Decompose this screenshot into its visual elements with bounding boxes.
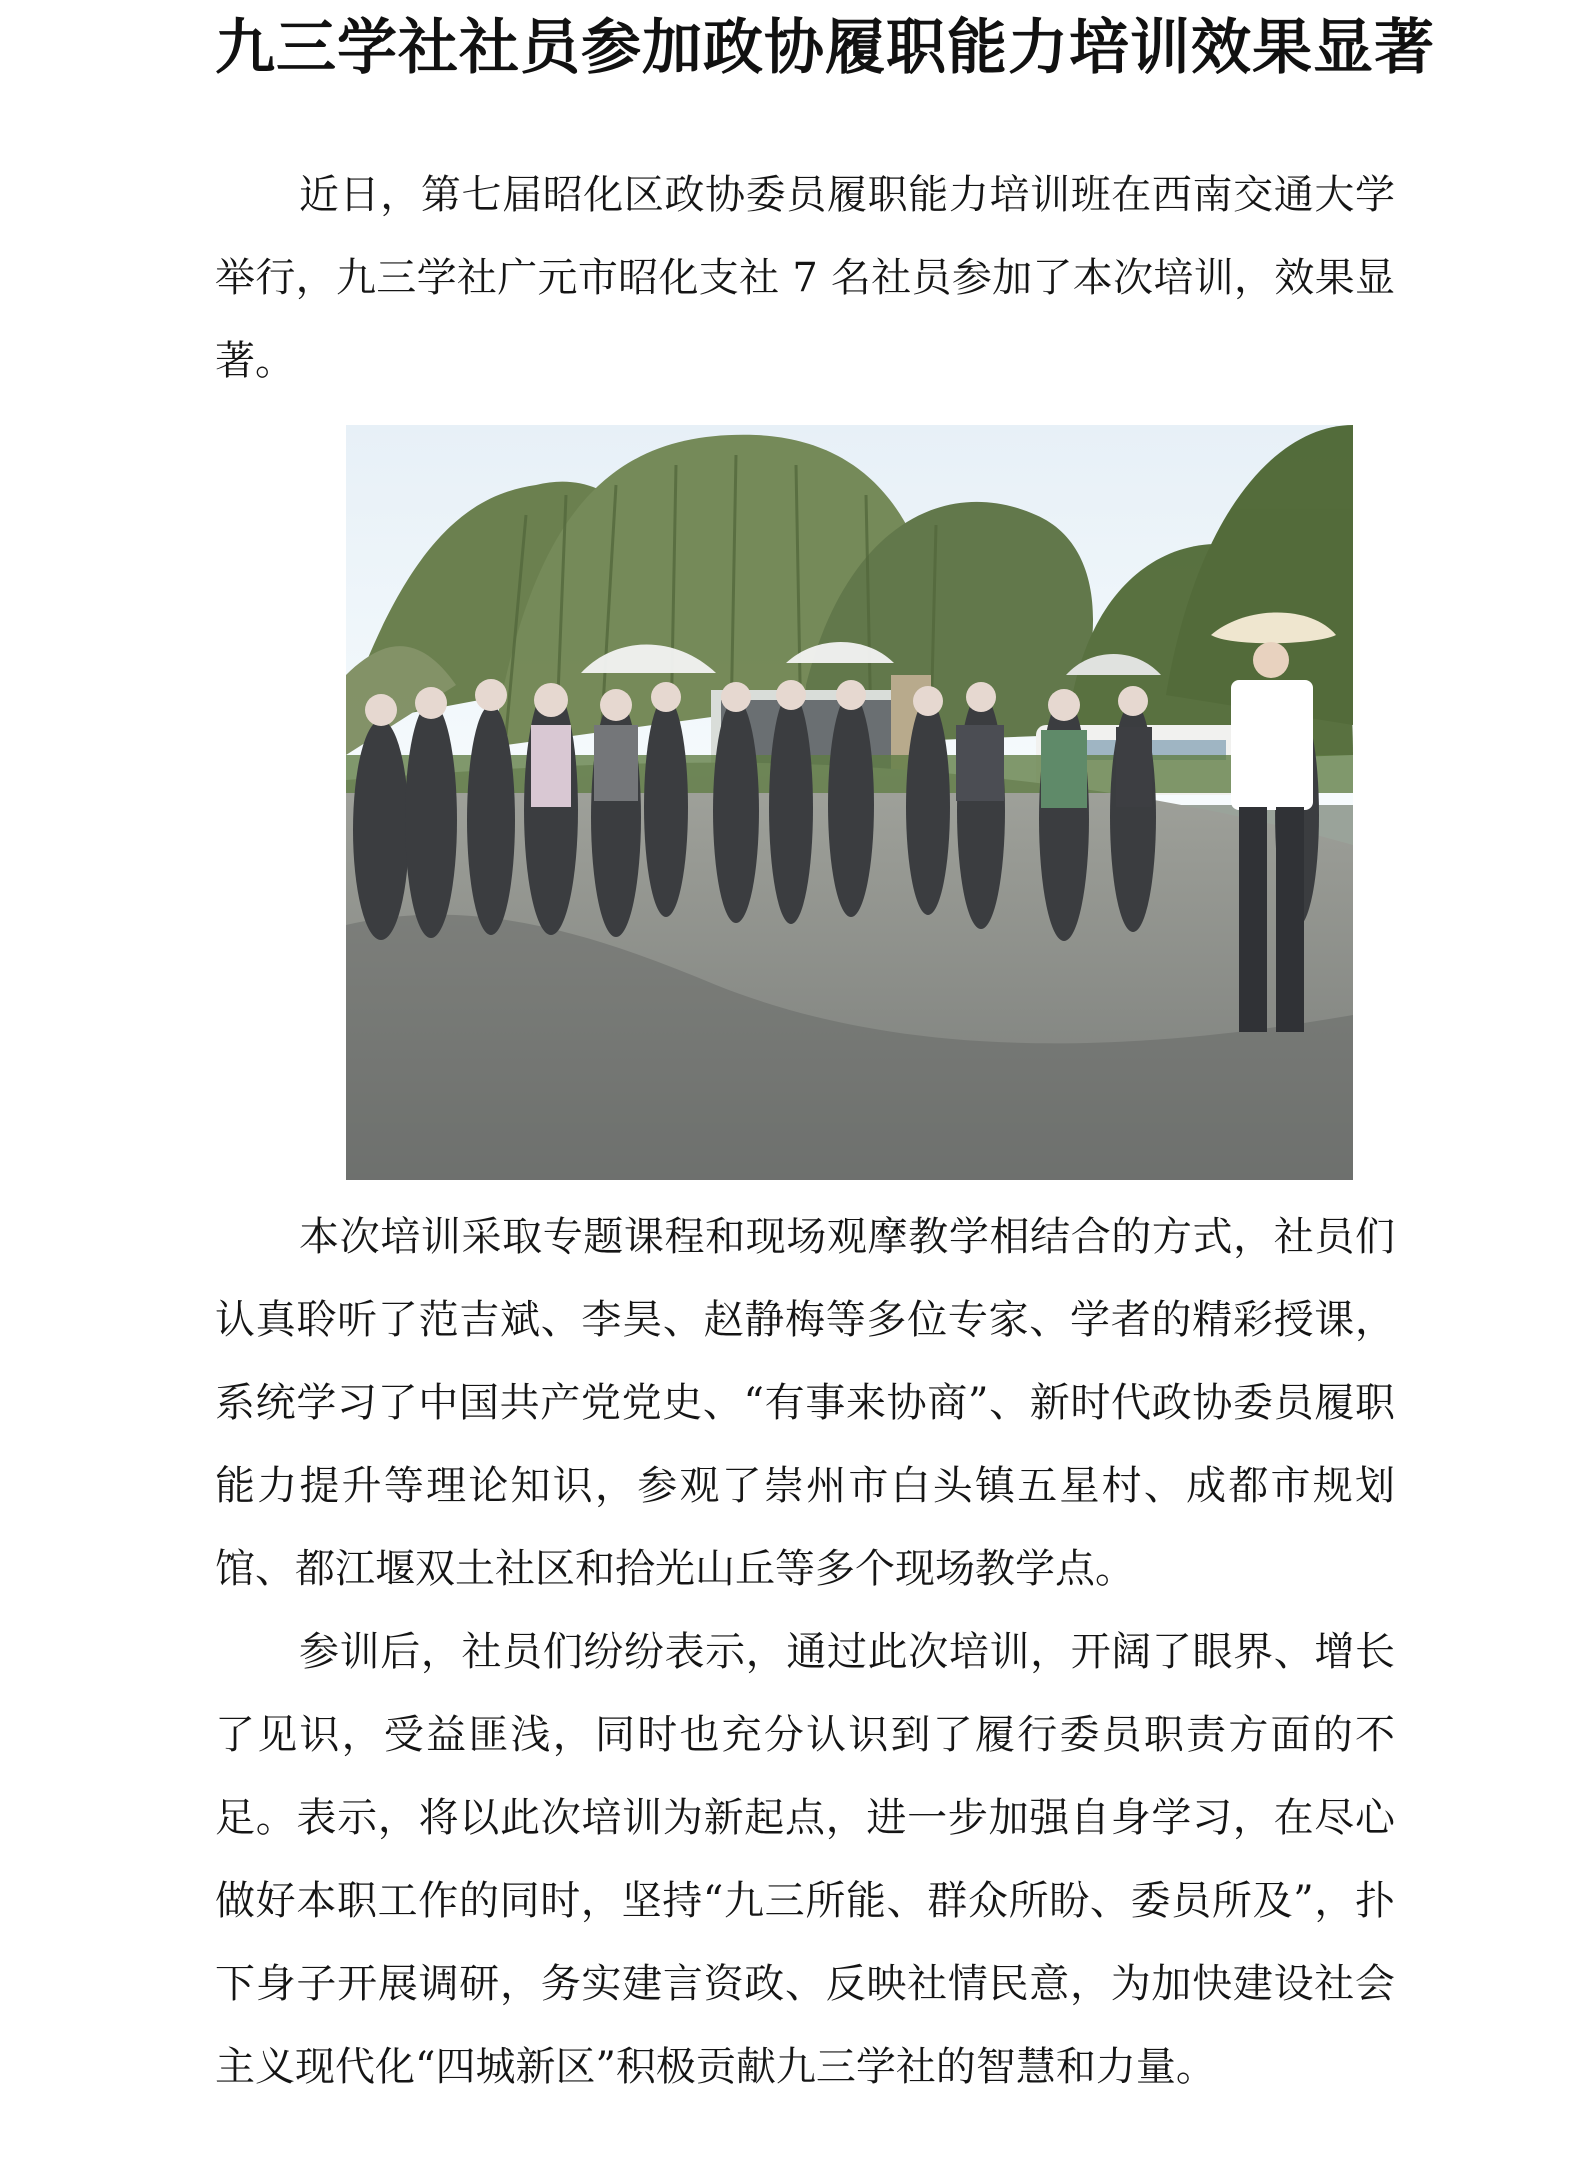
article-paragraph-2: 本次培训采取专题课程和现场观摩教学相结合的方式，社员们认真聆听了范吉斌、李昊、赵静梅等多位专家、学者的精彩授课，系统学习了中国共产党党史、“有事来协商”、新时代政协委员履职能力提升等理论知识，参观了崇州市白头镇五星村、成都市规划馆、都江堰双土社区和拾光山丘等多个现场教学点。 [215, 1214, 1395, 1592]
group-training-photo [346, 425, 1353, 1180]
photo-illustration [346, 425, 1353, 1180]
article-title: 九三学社社员参加政协履职能力培训效果显著 [215, 13, 1435, 83]
article-paragraph-3: 参训后，社员们纷纷表示，通过此次培训，开阔了眼界、增长了见识，受益匪浅，同时也充分认识到了履行委员职责方面的不足。表示，将以此次培训为新起点，进一步加强自身学习，在尽心做好本职工作的同时，坚持“九三所能、群众所盼、委员所及”，扑下身子开展调研，务实建言资政、反映社情民意，为加快建设社会主义现代化“四城新区”积极贡献九三学社的智慧和力量。 [215, 1629, 1395, 2090]
article-paragraph-1: 近日，第七届昭化区政协委员履职能力培训班在西南交通大学举行，九三学社广元市昭化支社 7 名社员参加了本次培训，效果显著。 [215, 172, 1395, 384]
